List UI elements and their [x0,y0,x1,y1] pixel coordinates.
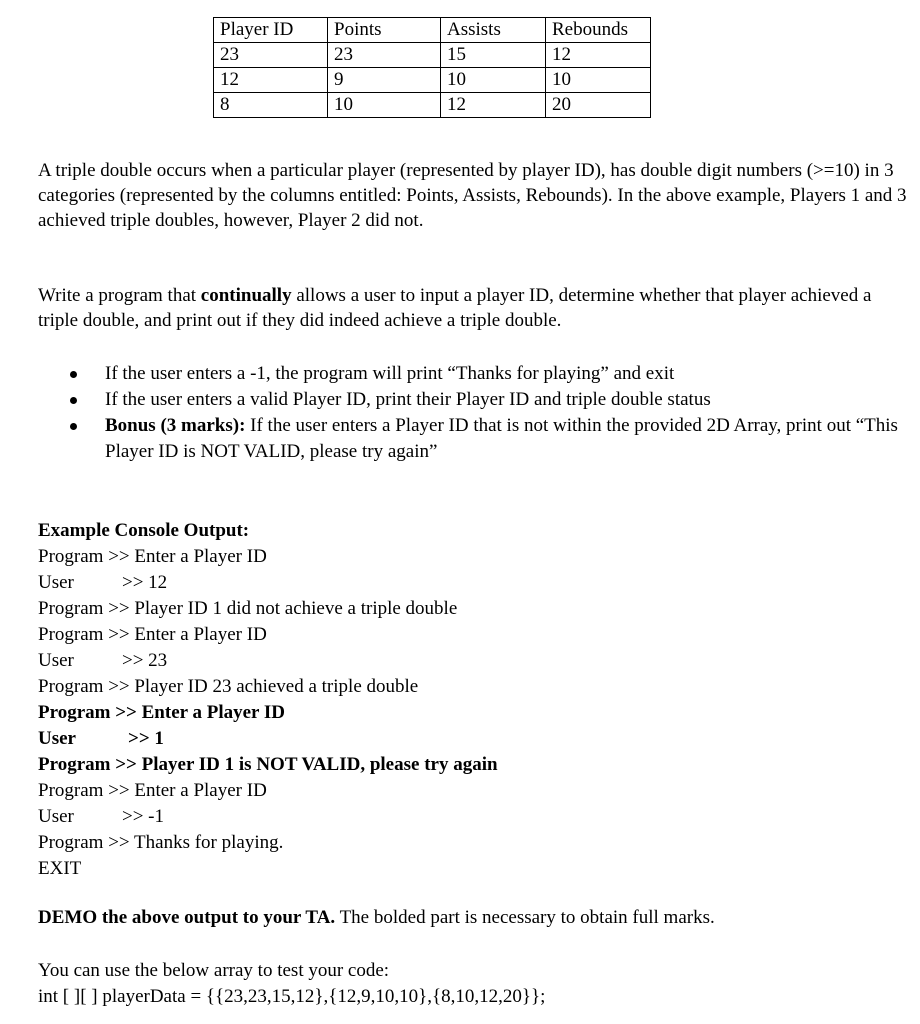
console-text: >> Enter a Player ID [115,702,285,723]
table-row [214,93,651,118]
console-line [38,596,898,622]
header-assists: Assists [441,18,546,43]
table-row [214,43,651,68]
list-item-text: If the user enters a valid Player ID, print their Player ID and triple double status [105,389,711,410]
console-speaker: User [38,728,76,749]
table-cell: 8 [214,93,328,118]
table-cell: 20 [546,93,651,118]
console-line [38,830,898,856]
task-text-bold: continually [200,285,292,306]
console-exit: EXIT [38,858,82,879]
console-text: >> Thanks for playing. [108,832,284,853]
console-text: >> Enter a Player ID [108,546,267,567]
test-line-1: You can use the below array to test your code: [38,960,390,981]
example-console-output [38,518,898,882]
console-line-bold [38,700,898,726]
table-cell: 10 [441,68,546,93]
list-item-text: If the user enters a -1, the program will print “Thanks for playing” and exit [105,363,675,384]
console-text: >> 23 [122,650,168,671]
console-speaker: Program [38,598,104,619]
demo-text: The bolded part is necessary to obtain full marks. [335,907,715,928]
console-speaker: Program [38,780,104,801]
bullet-icon [70,423,77,430]
header-player-id: Player ID [214,18,328,43]
test-paragraph [38,958,908,1010]
console-text: >> Player ID 1 is NOT VALID, please try again [115,754,498,775]
console-text: >> 1 [128,728,164,749]
table-cell: 23 [328,43,441,68]
console-speaker: User [38,572,74,593]
table-cell: 9 [328,68,441,93]
console-line [38,622,898,648]
console-speaker: Program [38,702,111,723]
list-item-text: If the user enters a Player ID that is not within the provided 2D Array, print out “This Player ID is NOT VALID, please try again” [105,415,898,462]
console-line [38,648,898,674]
console-speaker: Program [38,754,111,775]
code-snippet: int [ ][ ] playerData = {{23,23,15,12},{12,9,10,10},{8,10,12,20}}; [38,986,546,1007]
stats-table [213,17,651,118]
demo-paragraph [38,905,908,930]
console-speaker: User [38,806,74,827]
bonus-label: Bonus (3 marks): [105,415,246,436]
console-line [38,570,898,596]
console-speaker: Program [38,624,104,645]
demo-bold-text: DEMO the above output to your TA. [38,907,336,928]
bullet-icon [70,371,77,378]
list-item [0,413,900,465]
table-header-row [214,18,651,43]
table-row [214,68,651,93]
task-paragraph [38,283,908,333]
table-cell: 15 [441,43,546,68]
console-line [38,674,898,700]
console-line [38,804,898,830]
console-text: >> -1 [122,806,165,827]
table-cell: 12 [546,43,651,68]
console-line [38,544,898,570]
console-text: >> Enter a Player ID [108,624,267,645]
table-cell: 10 [328,93,441,118]
console-speaker: User [38,650,74,671]
console-line-bold [38,752,898,778]
console-text: >> Enter a Player ID [108,780,267,801]
task-text-before: Write a program that [38,285,201,306]
console-text: >> Player ID 1 did not achieve a triple double [108,598,458,619]
console-speaker: Program [38,676,104,697]
header-points: Points [328,18,441,43]
bullet-icon [70,397,77,404]
console-heading: Example Console Output: [38,520,250,541]
console-text: >> Player ID 23 achieved a triple double [108,676,419,697]
console-line-bold [38,726,898,752]
list-item [0,387,900,413]
table-cell: 12 [214,68,328,93]
requirements-list [0,361,900,465]
task-text-after: allows a user to input a player ID, determine whether that player achieved a triple double, and print out if they did indeed achieve a triple double. [38,285,872,331]
list-item [0,361,900,387]
console-line [38,778,898,804]
console-text: >> 12 [122,572,168,593]
console-speaker: Program [38,832,104,853]
table-cell: 23 [214,43,328,68]
table-cell: 10 [546,68,651,93]
console-speaker: Program [38,546,104,567]
table-cell: 12 [441,93,546,118]
intro-paragraph: A triple double occurs when a particular player (represented by player ID), has double digit numbers (>=10) in 3 categories (represented by the columns entitled: Points, Assists, Rebounds). In the above example, Players 1 and 3 achieved triple doubles, however, Player 2 did not. [38,160,907,231]
header-rebounds: Rebounds [546,18,651,43]
